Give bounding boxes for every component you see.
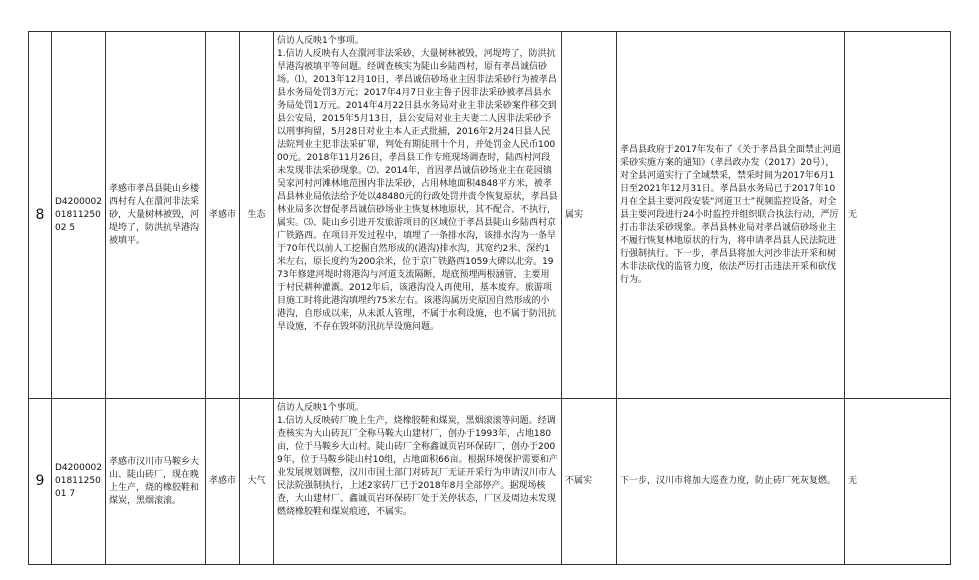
complaint-location: 孝感市汉川市马鞍乡大山、陡山砖厂，现在晚上生产，烧的橡胶鞋和煤炭，黑烟滚滚。 [106,399,206,565]
findings-title: 信访人反映1个事项。 [277,36,364,46]
rectification: 下一步，汉川市将加大巡查力度，防止砖厂死灰复燃。 [617,399,845,565]
verdict: 属实 [562,32,617,399]
city: 孝感市 [206,399,240,565]
rectification: 孝昌县政府于2017年发布了《关于孝昌县全面禁止河道采砂实施方案的通知》（孝昌政办发（2017）20号），对全县河道实行了全域禁采，禁采时间为2017年6月1日至2021年12月31日。孝昌县水务局已于2017年10月在全县主要河段安装“河道卫士”视频监控设备，对全县主要河段进行24小时监控并组织联合执法行动，严厉打击非法采砂现象。孝昌县林业局对孝昌诚信砂场业主不履行恢复林地原状的行为，将申请孝昌县人民法院进行强制执行。下一步，孝昌县将加大河沙非法开采和树木非法砍伐的监管力度，依法严厉打击违法开采和砍伐行为。 [617,32,845,399]
verdict: 不属实 [562,399,617,565]
investigation-findings [274,399,562,565]
complaint-table [28,31,951,565]
city: 孝感市 [206,32,240,399]
findings-title: 信访人反映1个事项。 [277,403,364,413]
table-row [29,32,951,399]
case-code: D42000020181125001 7 [52,399,106,565]
findings-body: 1.信访人反映有人在澴河非法采砂，大量树林被毁，河堤垮了，防洪抗旱港沟被填平等问题。经调查核实为陡山乡陆西村，原有孝昌诚信砂场。⑴、2013年12月10日，孝昌诚信砂场业主因非法采砂行为被孝昌县水务局处罚3万元；2017年4月7日业主鲁子因非法采砂被孝昌县水务局处罚1万元。2014年4月22日县水务局对业主非法采砂案件移交到县公安局，2015年5月13日，县公安局对业主夫妻二人因非法采砂予以刑事拘留，5月28日对业主本人正式批捕，2016年2月24日县人民法院判业主犯非法采矿罪，判处有期徒刑十个月，并处罚金人民币10000元。2018年11月26日，孝昌县工作专班现场调查时，陆西村河段未发现非法采砂现象。⑵、2014年，首因孝昌诚信砂场业主在花园镇吴家河村河滩林地范围内非法采砂，占用林地面积4848平方米，被孝昌县林业局依法给予处以48480元的行政处罚并责令恢复原状，孝昌县林业局多次督促孝昌诚信砂场业主恢复林地原状，其不配合、不执行，属实。⑶、陡山乡引进开发旅游项目的区域位于孝昌县陡山乡陆西村京广铁路西。在项目开发过程中，填埋了一条排水沟，该排水沟为一条早于70年代以前人工挖掘自然形成的(港沟)排水沟，其宽约2米、深约1米左右，原长度约为200余米，位于京广铁路西1059大碑以北旁。1973年修建河堤时将港沟与河道支流隔断，堤底预埋两根涵管，主要用于村民耕种灌溉。2012年后，该港沟没人再使用，基本废弃。旅游项目施工时将此港沟填埋约75米左右。该港沟属历史原因自然形成的小港沟，自形成以来，从未派人管理，不属于水利设施，也不属于防汛抗旱设施，不存在毁坏防汛抗旱设施问题。 [277,49,558,332]
table-row [29,399,951,565]
accountability: 无 [845,399,951,565]
case-code: D42000020181125002 5 [52,32,106,399]
investigation-findings [274,32,562,399]
row-index: 8 [29,32,52,399]
category: 大气 [240,399,274,565]
accountability: 无 [845,32,951,399]
complaint-location: 孝感市孝昌县陡山乡楼西村有人在澴河非法采砂，大量树林被毁，河堤垮了，防洪抗旱港沟被填平。 [106,32,206,399]
category: 生态 [240,32,274,399]
row-index: 9 [29,399,52,565]
findings-body: 1.信访人反映砖厂晚上生产，烧橡胶鞋和煤炭，黑烟滚滚等问题。经调查核实为大山砖瓦厂全称马鞍大山建材厂，创办于1993年，占地180亩，位于马鞍乡大山村。陡山砖厂全称鑫诚页岩环保砖厂，创办于2009年，位于马鞍乡陡山村10组，占地面积66亩。根据环境保护需要和产业发展规划调整，汉川市国土部门对砖瓦厂无证开采行为申请汉川市人民法院强制执行，上述2家砖厂已于2018年8月全部停产。据现场核查，大山建材厂、鑫诚页岩环保砖厂处于关停状态，厂区及周边未发现燃烧橡胶鞋和煤炭痕迹，不属实。 [277,416,558,517]
